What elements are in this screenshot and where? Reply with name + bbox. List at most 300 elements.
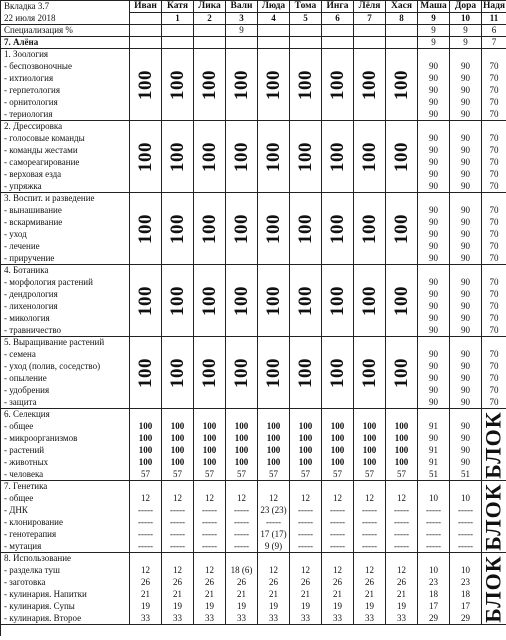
section-header-cell [418,121,450,133]
grade-cell: 90 [418,109,450,121]
grade-100-text: 100 [262,285,284,316]
grade-cell: 10 [418,565,450,577]
section-header-cell [482,49,506,61]
row-label: - дендрология [1,289,130,301]
section-title: 6. Селекция [1,409,130,421]
grade-100-text: 100 [230,285,252,316]
grade-cell: 70 [482,145,506,157]
row-label: - вскармивание [1,217,130,229]
spec-cell: 6 [482,25,506,37]
row-label: - клонирование [1,517,130,529]
row-label: - травничество [1,325,130,337]
grade-cell: 100 [226,433,258,445]
alena-cell [194,37,226,49]
alena-cell [290,37,322,49]
grade-cell: 21 [162,589,194,601]
grade-cell: 70 [482,205,506,217]
grade-cell: 21 [194,589,226,601]
alena-cell [354,37,386,49]
grade-cell: 100 [258,433,290,445]
grade-cell: 90 [418,61,450,73]
grade-cell: 17 [450,601,482,613]
student-name: Инга [322,1,354,13]
grade-100-cell [194,121,226,193]
grade-cell: 19 [258,601,290,613]
row-label: - териология [1,109,130,121]
grade-cell: 90 [450,457,482,469]
grade-cell: 33 [226,613,258,625]
grade-cell: 100 [354,433,386,445]
grade-cell: 90 [450,145,482,157]
grade-cell: 29 [450,613,482,625]
grade-cell: ----- [162,529,194,541]
grade-cell: ----- [322,541,354,553]
row-label: - генотерапия [1,529,130,541]
grade-cell: 100 [322,421,354,433]
grade-cell: 100 [226,445,258,457]
student-name: Иван [130,1,162,13]
grade-cell: 100 [258,421,290,433]
row-label: - упряжка [1,181,130,193]
grade-cell: 57 [386,469,418,481]
grade-cell: ----- [354,505,386,517]
section-header-cell [290,553,322,565]
grade-100-text: 100 [358,69,380,100]
grade-cell: 90 [450,361,482,373]
row-label: - орнитология [1,97,130,109]
grade-cell: 33 [354,613,386,625]
student-name: Лика [194,1,226,13]
grade-100-cell [354,49,386,121]
grade-100-text: 100 [134,357,156,388]
row-label: - лечение [1,241,130,253]
grade-cell: ----- [162,517,194,529]
grade-100-text: 100 [166,141,188,172]
grade-cell: 90 [450,277,482,289]
grade-cell: ----- [130,505,162,517]
grade-cell: 21 [290,589,322,601]
alena-cell: 9 [418,37,450,49]
grade-cell: 19 [194,601,226,613]
grade-100-text: 100 [134,285,156,316]
spec-cell: 9 [450,25,482,37]
section-header-cell [354,409,386,421]
section-header-cell [482,265,506,277]
grade-100-text: 100 [294,213,316,244]
section-header-cell [450,337,482,349]
grade-cell: 26 [130,577,162,589]
student-name: Маша [418,1,450,13]
grade-100-cell [290,337,322,409]
grade-cell: 90 [450,373,482,385]
grade-100-cell [258,193,290,265]
grade-cell: 100 [226,421,258,433]
row-label: - кулинария. Второе [1,613,130,625]
row-label: - лихенология [1,301,130,313]
grade-cell: 12 [162,493,194,505]
section-header-cell [162,481,194,493]
grade-cell: ----- [130,529,162,541]
grade-cell: 12 [354,493,386,505]
grade-cell: ----- [290,505,322,517]
grade-cell: 12 [290,493,322,505]
grade-cell: 17 (17) [258,529,290,541]
grade-cell: 90 [418,277,450,289]
grade-cell: ----- [226,529,258,541]
sheet-title: Вкладка 3.7 [1,1,130,13]
row-label: - голосовые команды [1,133,130,145]
grade-cell: 19 [322,601,354,613]
grade-cell: ----- [322,517,354,529]
grade-cell: 12 [386,565,418,577]
grade-cell: 90 [450,157,482,169]
grade-100-cell [226,265,258,337]
grade-cell: ----- [386,541,418,553]
row-label: - приручение [1,253,130,265]
grade-cell: 90 [450,253,482,265]
grade-cell: 90 [450,301,482,313]
grade-cell: 100 [194,433,226,445]
grade-100-text: 100 [358,213,380,244]
grade-cell: 57 [290,469,322,481]
section-header-cell [226,481,258,493]
alena-cell [322,37,354,49]
grade-100-cell [226,49,258,121]
section-header-cell [418,409,450,421]
grade-cell: ----- [386,505,418,517]
spec-cell [258,25,290,37]
grade-cell: 26 [322,577,354,589]
section-header-cell [418,481,450,493]
grade-cell: 18 [418,589,450,601]
grade-cell: 90 [418,373,450,385]
grade-cell: 26 [258,577,290,589]
grade-cell: ----- [194,541,226,553]
section-header-cell [130,481,162,493]
row-label: - животных [1,457,130,469]
grade-cell: 90 [450,241,482,253]
grade-cell: 90 [418,73,450,85]
section-header-cell [450,121,482,133]
grade-cell: 100 [290,457,322,469]
grade-cell: ----- [450,529,482,541]
grade-100-text: 100 [294,69,316,100]
grade-cell: 21 [354,589,386,601]
row-label: - заготовка [1,577,130,589]
spec-cell: 9 [226,25,258,37]
grade-cell: ----- [290,517,322,529]
row-label: - ДНК [1,505,130,517]
alena-cell [226,37,258,49]
row-label: - ихтиология [1,73,130,85]
spec-cell: 9 [418,25,450,37]
grade-cell: ----- [354,517,386,529]
section-header-cell [322,409,354,421]
spec-cell [130,25,162,37]
grade-cell: 33 [194,613,226,625]
grade-cell: 90 [450,205,482,217]
grade-100-text: 100 [390,141,412,172]
section-header-cell [386,481,418,493]
grade-100-cell [290,265,322,337]
grade-cell: 100 [290,445,322,457]
grade-cell: 12 [226,493,258,505]
grade-cell: 90 [450,109,482,121]
grade-cell: 70 [482,301,506,313]
grade-cell: 90 [418,349,450,361]
grade-cell: 12 [258,565,290,577]
grade-cell: 100 [290,433,322,445]
grade-cell: 100 [386,457,418,469]
section-header-cell [258,409,290,421]
grade-cell: 90 [450,385,482,397]
grade-100-text: 100 [230,213,252,244]
grade-100-cell [130,49,162,121]
grade-cell: 26 [162,577,194,589]
grade-100-cell [354,193,386,265]
grade-cell: ----- [130,517,162,529]
section-header-cell [386,553,418,565]
grade-cell: 70 [482,277,506,289]
grade-100-cell [322,337,354,409]
grade-100-text: 100 [326,213,348,244]
row-label: - самореагирование [1,157,130,169]
grade-cell: 70 [482,349,506,361]
grade-cell: ----- [322,529,354,541]
grade-cell: 19 [354,601,386,613]
grade-cell: 57 [130,469,162,481]
student-name: Тома [290,1,322,13]
row-label: - уход [1,229,130,241]
grade-100-text: 100 [134,69,156,100]
grade-cell: 90 [450,433,482,445]
grade-100-text: 100 [134,141,156,172]
section-title: 4. Ботаника [1,265,130,277]
grade-cell: ----- [130,541,162,553]
grade-cell: 100 [162,433,194,445]
grade-cell: 57 [322,469,354,481]
grade-cell: 70 [482,169,506,181]
grade-100-cell [290,121,322,193]
grade-100-text: 100 [262,213,284,244]
alena-cell [258,37,290,49]
grade-cell: 90 [418,85,450,97]
grade-100-cell [322,49,354,121]
grade-cell: 90 [450,133,482,145]
grade-100-cell [386,193,418,265]
row-label: - микология [1,313,130,325]
grade-cell: 90 [450,181,482,193]
grade-cell: 90 [450,85,482,97]
grade-cell: 100 [354,421,386,433]
section-header-cell [194,409,226,421]
grade-cell: 26 [290,577,322,589]
grade-cell: 90 [418,133,450,145]
grade-cell: 70 [482,217,506,229]
grade-cell: 90 [450,313,482,325]
grade-cell: 100 [258,445,290,457]
grade-100-cell [322,193,354,265]
student-name: Вали [226,1,258,13]
grade-cell: 90 [418,289,450,301]
grade-cell: 90 [450,445,482,457]
grade-cell: 90 [418,97,450,109]
grade-cell: ----- [290,529,322,541]
student-number: 9 [418,13,450,25]
grade-cell: 100 [194,445,226,457]
grade-100-cell [386,121,418,193]
grade-cell: ----- [258,517,290,529]
alena-cell: 9 [450,37,482,49]
grade-cell: 90 [418,301,450,313]
grade-cell: 91 [418,457,450,469]
grade-cell: 100 [386,445,418,457]
grade-100-cell [194,265,226,337]
spec-cell [162,25,194,37]
section-header-cell [354,553,386,565]
grade-cell: 9 (9) [258,541,290,553]
row-label: - общее [1,493,130,505]
grade-cell: 100 [290,421,322,433]
grade-cell: 12 [322,565,354,577]
section-header-cell [258,553,290,565]
section-header-cell [162,553,194,565]
section-header-cell [258,481,290,493]
row-label: - уход (полив, соседство) [1,361,130,373]
grade-cell: 100 [354,457,386,469]
spec-cell [322,25,354,37]
blok-cell [482,553,506,625]
grade-cell: ----- [386,517,418,529]
grade-cell: 12 [130,565,162,577]
grade-100-cell [258,121,290,193]
grade-cell: 90 [418,253,450,265]
grade-100-cell [354,265,386,337]
blok-cell [482,409,506,481]
grade-cell: 90 [418,157,450,169]
grade-cell: 90 [418,241,450,253]
grade-cell: 19 [226,601,258,613]
student-number: 2 [194,13,226,25]
row-label: - кулинария. Супы [1,601,130,613]
grade-100-cell [130,337,162,409]
grade-cell: 26 [194,577,226,589]
grade-cell: 23 [418,577,450,589]
section-header-cell [226,409,258,421]
grade-cell: ----- [450,505,482,517]
grade-100-cell [162,193,194,265]
grade-cell: ----- [194,517,226,529]
grade-cell: 100 [322,433,354,445]
grade-cell: ----- [226,505,258,517]
grade-100-text: 100 [294,141,316,172]
alena-label: 7. Алёна [1,37,130,49]
student-number: 4 [258,13,290,25]
grade-cell: 90 [418,397,450,409]
grade-cell: ----- [290,541,322,553]
grade-cell: 100 [194,421,226,433]
grade-100-text: 100 [326,357,348,388]
grade-cell: 70 [482,373,506,385]
row-label: - удобрения [1,385,130,397]
grade-cell: 29 [418,613,450,625]
grade-cell: 57 [162,469,194,481]
row-label: - микроорганизмов [1,433,130,445]
grade-cell: 12 [322,493,354,505]
section-header-cell [194,481,226,493]
grade-cell: 23 (23) [258,505,290,517]
grade-100-text: 100 [198,357,220,388]
grade-100-text: 100 [230,141,252,172]
grade-cell: 70 [482,313,506,325]
grade-cell: 90 [418,145,450,157]
grade-100-cell [354,337,386,409]
grade-cell: ----- [418,541,450,553]
student-name: Катя [162,1,194,13]
grade-cell: 100 [162,445,194,457]
grade-cell: 51 [450,469,482,481]
grade-cell: 90 [418,229,450,241]
grade-100-text: 100 [326,285,348,316]
student-name: Хася [386,1,418,13]
grade-cell: 70 [482,385,506,397]
grade-100-cell [194,337,226,409]
row-label: - опыление [1,373,130,385]
grade-cell: ----- [226,541,258,553]
row-label: - верховая езда [1,169,130,181]
grade-cell: 70 [482,133,506,145]
grade-cell: 17 [418,601,450,613]
grade-cell: 90 [450,97,482,109]
grade-100-text: 100 [358,141,380,172]
grade-100-text: 100 [358,357,380,388]
grade-100-text: 100 [166,357,188,388]
grade-cell: ----- [386,529,418,541]
grade-cell: ----- [418,517,450,529]
student-number: 7 [354,13,386,25]
grade-100-text: 100 [262,141,284,172]
grade-cell: 26 [226,577,258,589]
section-header-cell [418,49,450,61]
grade-cell: 19 [130,601,162,613]
grade-100-cell [386,265,418,337]
row-label: - человека [1,469,130,481]
spec-cell [290,25,322,37]
grade-cell: 10 [418,493,450,505]
grade-cell: 90 [418,433,450,445]
grade-100-text: 100 [294,285,316,316]
grade-100-cell [226,337,258,409]
grade-cell: 90 [450,325,482,337]
grade-cell: 100 [322,457,354,469]
grade-cell: 100 [258,457,290,469]
grade-100-cell [386,337,418,409]
grade-100-cell [162,265,194,337]
grade-cell: 33 [162,613,194,625]
grade-100-cell [194,49,226,121]
row-label: - защита [1,397,130,409]
section-header-cell [482,337,506,349]
grade-cell: ----- [322,505,354,517]
row-label: - разделка туш [1,565,130,577]
grade-100-cell [290,49,322,121]
section-title: 2. Дрессировка [1,121,130,133]
grade-cell: 18 (6) [226,565,258,577]
grade-100-cell [290,193,322,265]
section-header-cell [450,409,482,421]
grade-cell: 57 [226,469,258,481]
student-number: 6 [322,13,354,25]
